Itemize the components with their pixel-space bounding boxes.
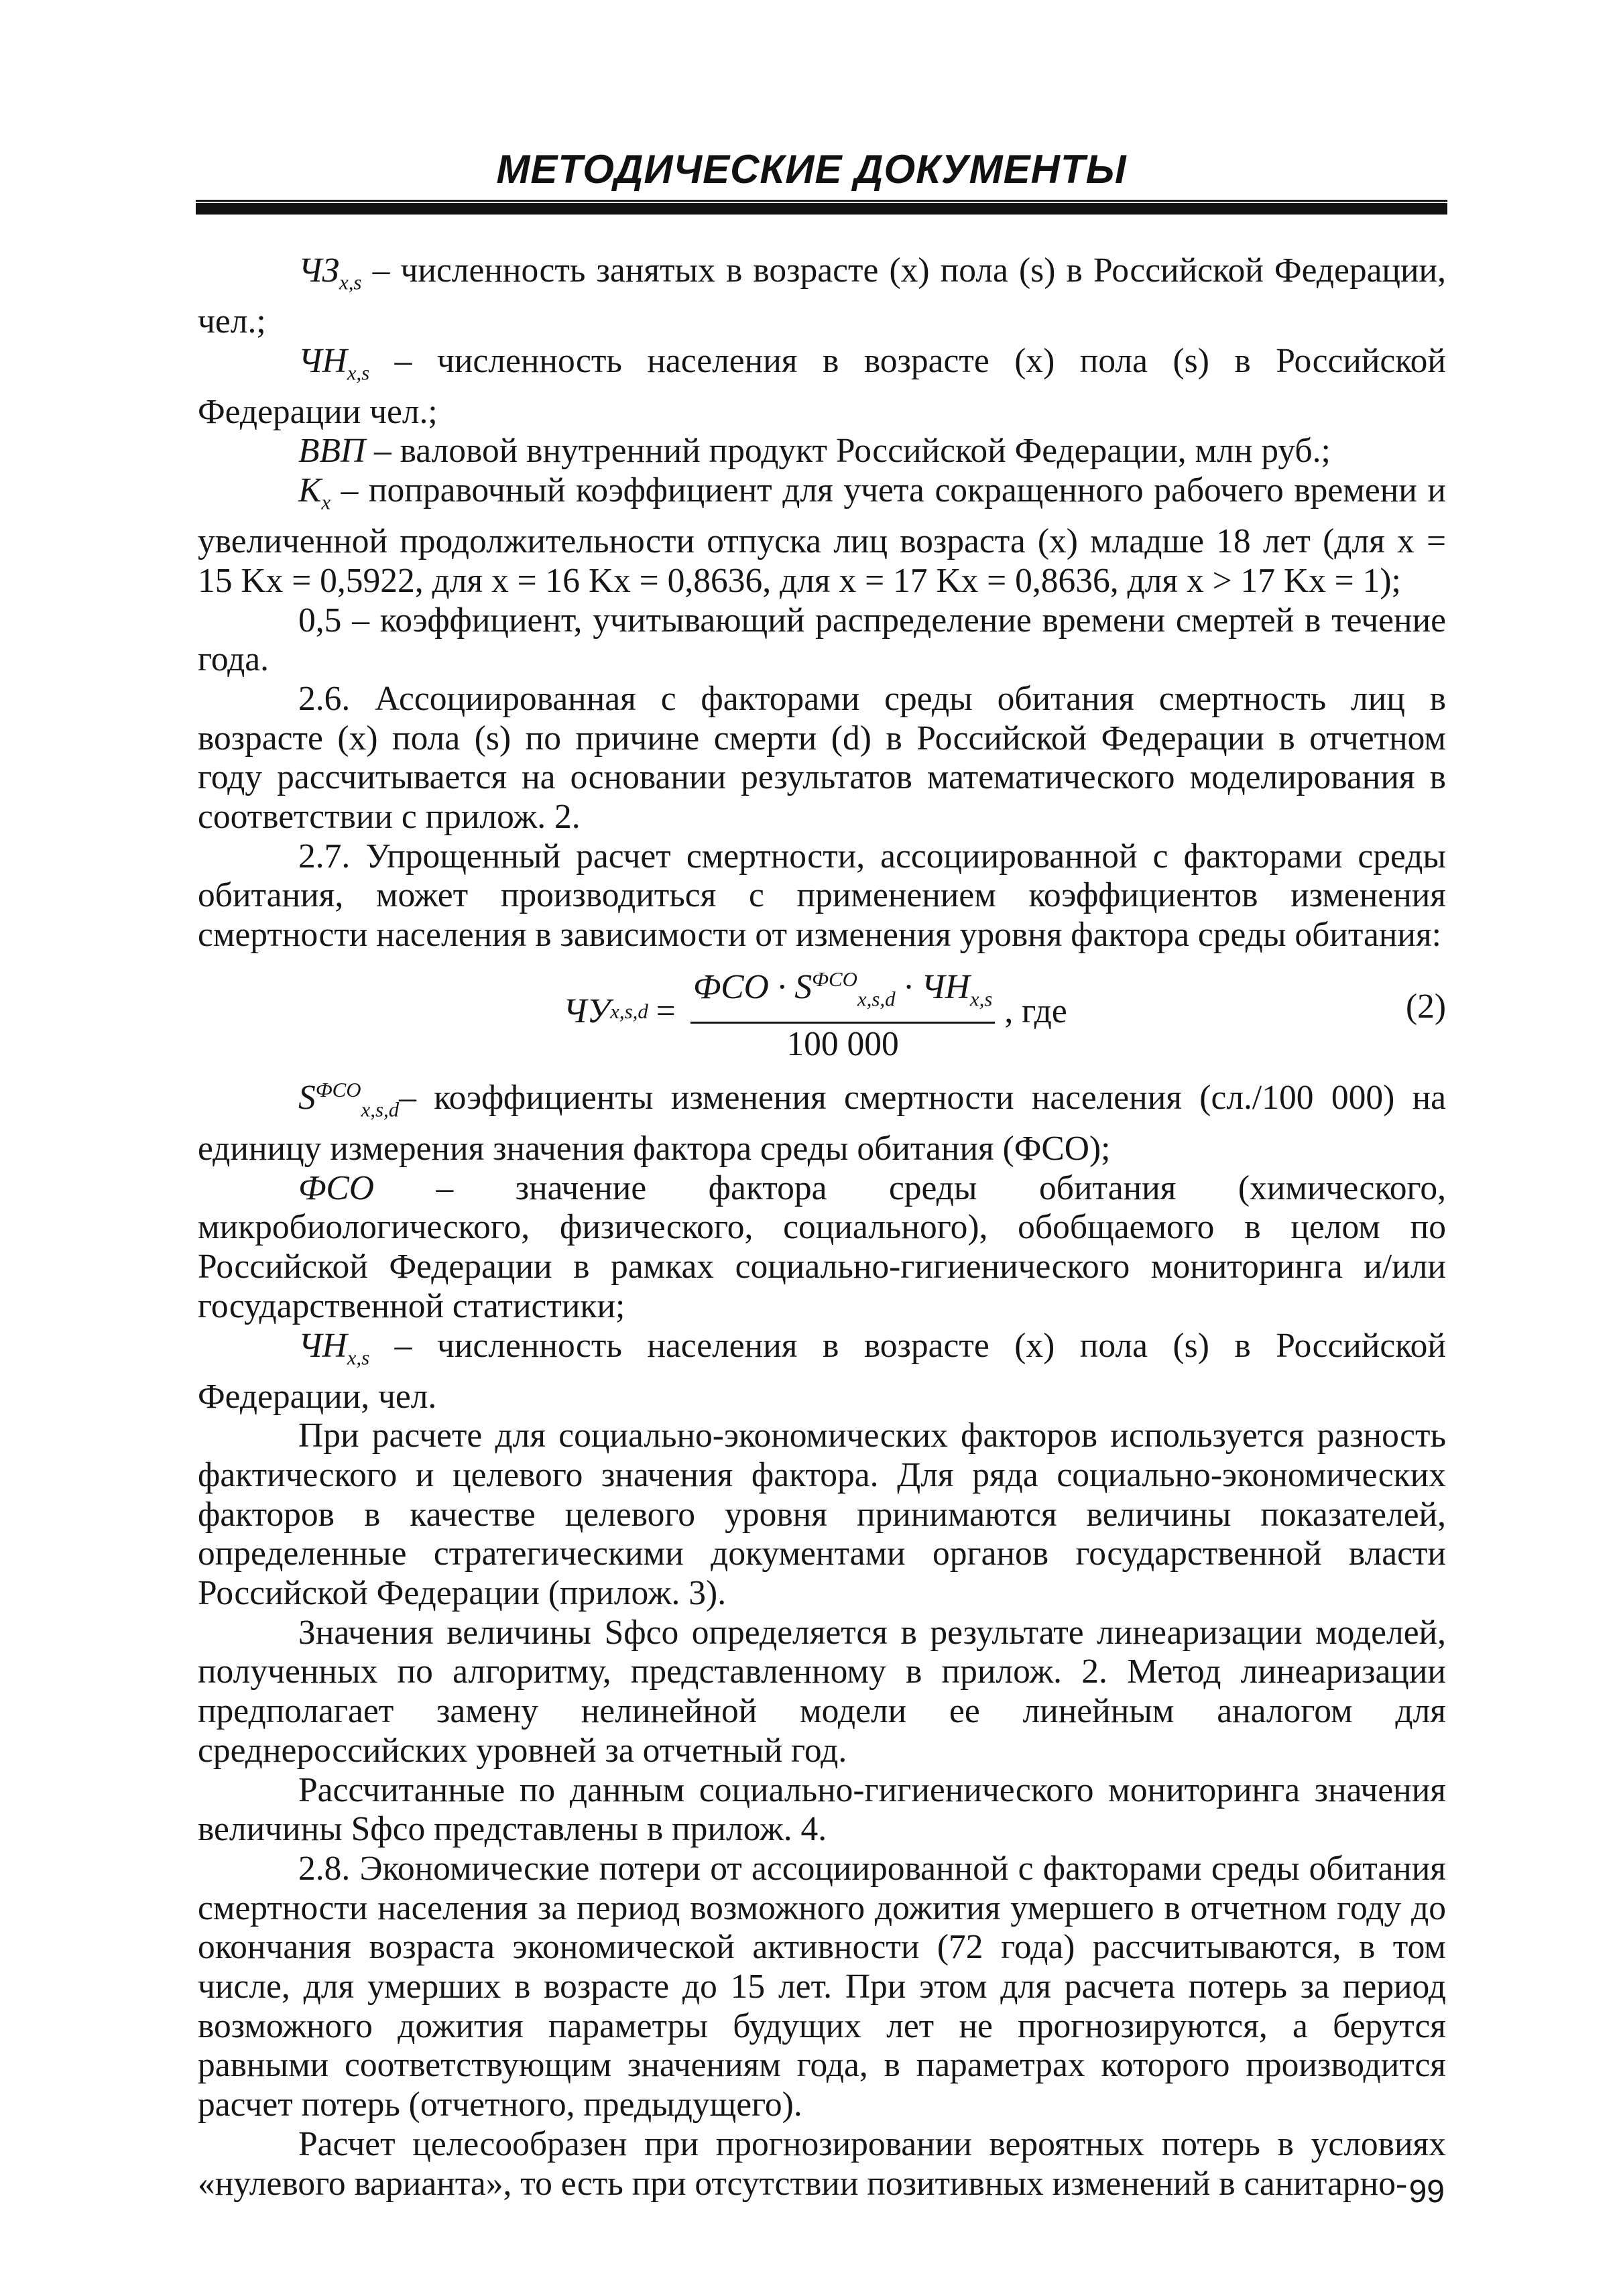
definition-symbol: ЧЗ <box>298 251 339 290</box>
formula-denominator: 100 000 <box>786 1025 899 1064</box>
paragraph-2-6: 2.6. Ассоциированная с факторами среды обитания смертность лиц в возрасте (x) пола (s) по причине смерти (d) в Российской Федерации в отчетном году рассчитывается на основании результатов математического моделирования в соответствии с прилож. 2. <box>198 679 1446 837</box>
header-rule-thick <box>196 203 1447 215</box>
numerator-part-a: ФСО · S <box>693 968 813 1007</box>
definition-fso <box>198 1169 1446 1327</box>
definition-text: – численность населения в возрасте (x) пола (s) в Российской Федерации чел.; <box>198 341 1446 431</box>
numerator-superscript: ФСО <box>812 967 857 991</box>
formula-numerator <box>690 960 996 1024</box>
definition-symbol: ЧН <box>298 1326 347 1365</box>
definition-text: – коэффициенты изменения смертности населения (сл./100 000) на единицу измерения значения фактора среды обитания (ФСО); <box>198 1079 1446 1168</box>
paragraph-forecast: Расчет целесообразен при прогнозировании вероятных потерь в условиях «нулевого варианта», то есть при отсутствии позитивных изменений в санитарно- <box>198 2124 1446 2203</box>
page-body <box>198 251 1446 2203</box>
definition-text: – поправочный коэффициент для учета сокращенного рабочего времени и увеличенной продолжительности отпуска лиц возраста (x) младше 18 лет (для x = 15 Kx = 0,5922, для x = 16 Kx = 0,8636, для x = 17 Kx = 0,8636, для x > 17 Kx = 1); <box>198 471 1446 600</box>
definition-symbol: ВВП <box>298 432 366 471</box>
formula-lhs: ЧУ <box>563 992 611 1031</box>
definition-superscript: ФСО <box>315 1077 361 1101</box>
definition-symbol: ЧН <box>298 341 347 380</box>
equals-sign: = <box>656 992 676 1031</box>
definition-symbol: S <box>298 1079 316 1117</box>
equation-number: (2) <box>1405 987 1446 1026</box>
numerator-part-b: · ЧН <box>895 968 970 1007</box>
formula-fraction <box>690 960 996 1065</box>
numerator-subscript: x,s,d <box>857 987 896 1011</box>
definition-population-2 <box>198 1327 1446 1417</box>
paragraph-2-8: 2.8. Экономические потери от ассоциированной с факторами среды обитания смертности населения за период возможного дожития умершего в отчетном году до окончания возраста экономической активности (72 года) рассчитываются, в том числе, для умерших в возрасте до 15 лет. При этом для расчета потерь за период возможного дожития параметры будущих лет не прогнозируются, а берутся равными соответствующим значениям года, в параметрах которого производится расчет потерь (отчетного, предыдущего). <box>198 1849 1446 2124</box>
paragraph-appendix-4: Рассчитанные по данным социально-гигиенического мониторинга значения величины Sфсо представлены в прилож. 4. <box>198 1770 1446 1849</box>
definition-population <box>198 342 1446 432</box>
definition-subscript: x,s,d <box>361 1097 400 1122</box>
definition-time-coefficient <box>198 601 1446 680</box>
definition-correction-coefficient <box>198 471 1446 601</box>
definition-subscript: x,s <box>347 361 370 384</box>
definition-text: – валовой внутренний продукт Российской Федерации, млн руб.; <box>365 432 1331 471</box>
definition-symbol: ФСО <box>298 1168 374 1207</box>
definition-symbol: K <box>298 471 322 510</box>
formula-suffix: , где <box>1004 992 1067 1031</box>
definition-subscript: x,s <box>347 1345 370 1369</box>
formula-expression <box>563 962 1067 1063</box>
page-number: 99 <box>1408 2174 1445 2210</box>
definition-text: 0,5 – коэффициент, учитывающий распределение времени смертей в течение года. <box>198 601 1446 679</box>
definition-subscript: x,s <box>339 270 362 294</box>
header-rule-thin <box>196 200 1447 202</box>
definition-gdp <box>198 432 1446 471</box>
definition-text: – значение фактора среды обитания (химического, микробиологического, физического, социального), обобщаемого в целом по Российской Федерации в рамках социально-гигиенического мониторинга и/или государственной статистики; <box>198 1168 1446 1325</box>
definition-text: – численность населения в возрасте (x) пола (s) в Российской Федерации, чел. <box>198 1326 1446 1416</box>
formula-2 <box>198 955 1446 1071</box>
definition-s-coefficients <box>198 1071 1446 1169</box>
definition-text: – численность занятых в возрасте (x) пола (s) в Российской Федерации, чел.; <box>198 251 1446 341</box>
numerator-b-subscript: x,s <box>969 987 993 1011</box>
formula-lhs-subscript: x,s,d <box>610 1000 648 1024</box>
paragraph-linearization: Значения величины Sфсо определяется в результате линеаризации моделей, полученных по алгоритму, представленному в прилож. 2. Метод линеаризации предполагает замену нелинейной модели ее линейным аналогом для среднероссийских уровней за отчетный год. <box>198 1613 1446 1770</box>
definition-employed <box>198 251 1446 342</box>
paragraph-socio-economic: При расчете для социально-экономических факторов используется разность фактического и целевого значения фактора. Для ряда социально-экономических факторов в качестве целевого уровня принимаются величины показателей, определенные стратегическими документами органов государственной власти Российской Федерации (прилож. 3). <box>198 1416 1446 1613</box>
definition-subscript: x <box>321 490 331 514</box>
page-header: МЕТОДИЧЕСКИЕ ДОКУМЕНТЫ <box>496 147 1127 192</box>
paragraph-2-7: 2.7. Упрощенный расчет смертности, ассоциированной с факторами среды обитания, может производиться с применением коэффициентов изменения смертности населения в зависимости от изменения уровня фактора среды обитания: <box>198 837 1446 955</box>
